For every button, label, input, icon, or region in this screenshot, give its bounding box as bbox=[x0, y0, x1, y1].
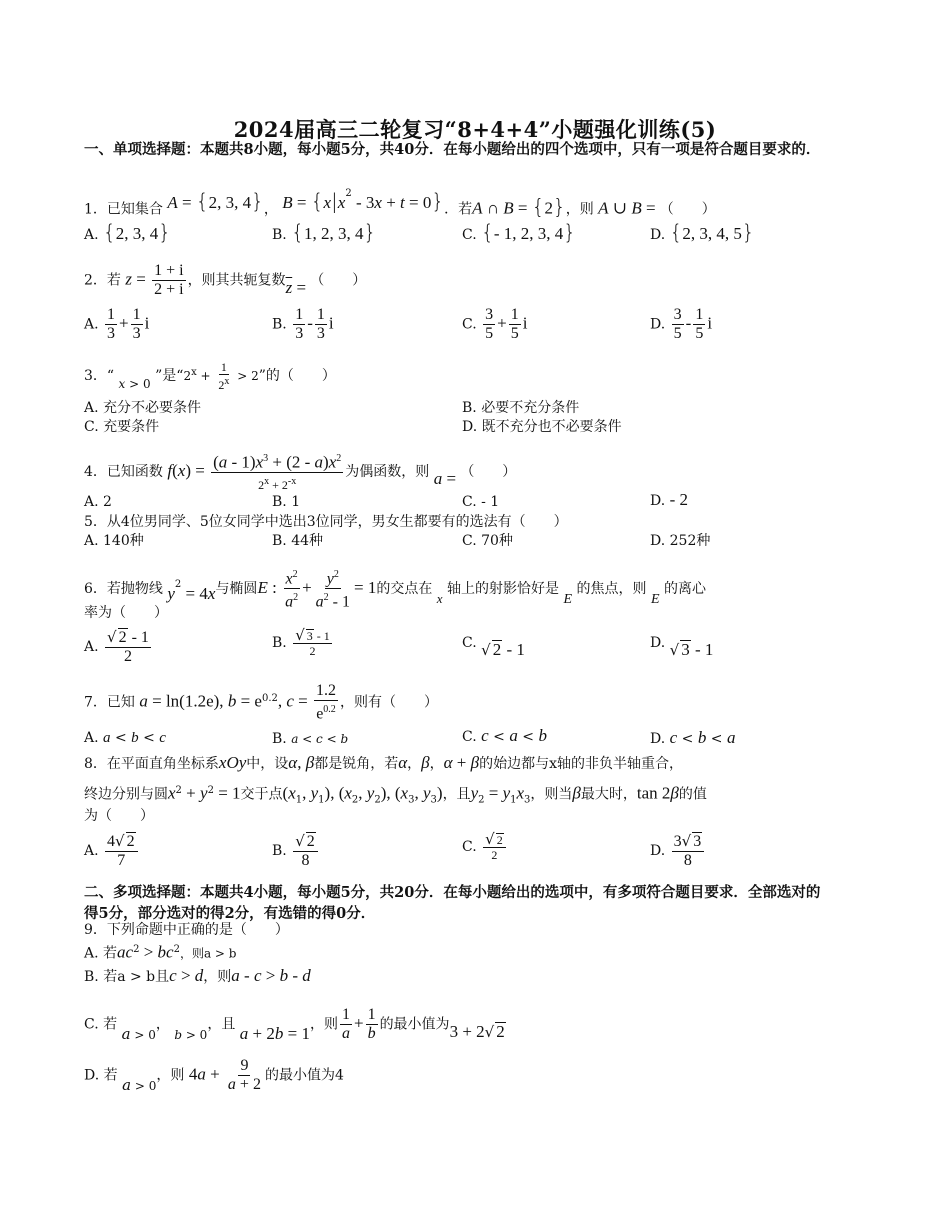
q4-option-c[interactable]: C. - 1 bbox=[462, 494, 500, 510]
q7-option-d[interactable]: D. c < b < a bbox=[650, 728, 736, 747]
q3-option-a[interactable]: A. 充分不必要条件 bbox=[84, 400, 202, 416]
q9-option-d[interactable]: D. 若 a > 0，则 4a + $\frac{9}{a + 2}$ 的最小值为4 bbox=[84, 1057, 344, 1094]
question-8-line-2: 终边分别与圆$x^2 + y^2 = 1$交于点($x_1$, $y_1$), ($x_2$, $y_2$), ($x_3$, $y_3$)，且$y_2 = y_1x_3$，则当β最大时，tan 2β的值 bbox=[84, 783, 707, 806]
q5-option-c[interactable]: C. 70种 bbox=[462, 533, 513, 549]
section-heading-multiple-choice: 二、多项选择题：本题共4小题，每小题5分，共20分．在每小题给出的选项中，有多项符合题目要求．全部选对的得5分，部分选对的得2分，有选错的得0分． bbox=[84, 884, 821, 922]
q9-option-b[interactable]: B. 若a > b且c > d，则a - c > b - d bbox=[84, 966, 311, 985]
q6-option-c[interactable]: C. √ 2 - 1 bbox=[462, 635, 525, 659]
q3-option-b[interactable]: B. 必要不充分条件 bbox=[462, 400, 580, 416]
q6-option-b[interactable]: B. $\frac{√ 3 - 1}{2}$ bbox=[272, 626, 330, 659]
q3-option-d[interactable]: D. 既不充分也不必要条件 bbox=[462, 419, 622, 435]
question-9: 9．下列命题中正确的是（ ） bbox=[84, 922, 289, 938]
q7-option-b[interactable]: B. a < c < b bbox=[272, 731, 349, 747]
question-5: 5．从4位男同学、5位女同学中选出3位同学，男女生都要有的选法有（ ） bbox=[84, 514, 568, 530]
page-title: 2024届高三二轮复习“8+4+4”小题强化训练(5) bbox=[233, 117, 717, 142]
q5-option-b[interactable]: B. 44种 bbox=[272, 533, 324, 549]
q5-option-a[interactable]: A. 140种 bbox=[84, 533, 144, 549]
question-8: 8．在平面直角坐标系xOy中，设α, β都是锐角，若α，β，α + β的始边都与x轴的非负半轴重合， bbox=[84, 753, 684, 772]
q2-option-a[interactable]: A. $\frac{1}{3}$ + $\frac{1}{3}$ i bbox=[84, 306, 150, 342]
q4-option-a[interactable]: A. 2 bbox=[84, 494, 112, 510]
q8-option-a[interactable]: A. $\frac{4√ 2}{7}$ bbox=[84, 832, 140, 870]
q1-option-a[interactable]: A. {2, 3, 4} bbox=[84, 220, 171, 244]
q7-option-c[interactable]: C. c < a < b bbox=[462, 726, 547, 745]
question-4: 4．已知函数 f(x) = $(a - 1)x^3 + (2 - a)x^2$ $2^x + 2^{-x}$ 为偶函数，则 a = （ ） bbox=[84, 450, 516, 494]
question-6: 6．若抛物线 $y^2 = 4x$与椭圆E : $\frac{x^2}{a^2}$ + $\frac{y^2}{a^2 - 1}$ = 1的交点在 x 轴上的射影恰好是 E 的焦点，则 E 的离心 bbox=[84, 566, 706, 612]
question-6-line-2: 率为（ ） bbox=[84, 605, 168, 621]
question-8-line-3: 为（ ） bbox=[84, 808, 154, 824]
q2-option-c[interactable]: C. $\frac{3}{5}$ + $\frac{1}{5}$ i bbox=[462, 306, 528, 342]
q1-option-c[interactable]: C. {- 1, 2, 3, 4} bbox=[462, 220, 577, 244]
q3-option-c[interactable]: C. 充要条件 bbox=[84, 419, 160, 435]
q2-option-d[interactable]: D. $\frac{3}{5}$ - $\frac{1}{5}$ i bbox=[650, 306, 713, 342]
section-heading-single-choice: 一、单项选择题：本题共8小题，每小题5分，共40分．在每小题给出的四个选项中，只有一项是符合题目要求的． bbox=[84, 141, 821, 158]
question-2: 2．若 z = $\frac{1 + i}{2 + i}$ ，则其共轭复数$\overline{z}$ = （ ） bbox=[84, 262, 367, 298]
question-1: 1．已知集合 A = {2, 3, 4}， $B = \{x|x^2 - 3x + t = 0\}$．若A ∩ B = {2}，则 A ∪ B = （ ） bbox=[84, 188, 716, 219]
q2-option-b[interactable]: B. $\frac{1}{3}$ - $\frac{1}{3}$ i bbox=[272, 306, 334, 342]
q8-option-c[interactable]: C. $\frac{√ 2}{2}$ bbox=[462, 832, 508, 862]
q6-option-a[interactable]: A. $\frac{√ 2 - 1}{2}$ bbox=[84, 628, 149, 665]
q4-option-b[interactable]: B. 1 bbox=[272, 494, 301, 510]
q9-option-c[interactable]: C. 若 a > 0， b > 0，且 a + 2b = 1，则 $\frac{1}{a}$ + $\frac{1}{b}$ 的最小值为3 + 2√ 2 bbox=[84, 1006, 505, 1043]
q6-option-d[interactable]: D. √ 3 - 1 bbox=[650, 635, 714, 659]
question-7: 7．已知 a = ln(1.2e), $b = e^{0.2}$, c = $\frac{1.2}{e^{0.2}}$ ，则有（ ） bbox=[84, 682, 438, 723]
q1-option-b[interactable]: B. {1, 2, 3, 4} bbox=[272, 220, 377, 244]
q8-option-b[interactable]: B. $\frac{√ 2}{8}$ bbox=[272, 832, 320, 870]
q1-option-d[interactable]: D. {2, 3, 4, 5} bbox=[650, 220, 755, 244]
question-3: 3．“ x > 0 ”是“$2^x$ + $\frac{1}{2^x}$ > 2”的（ ） bbox=[84, 360, 336, 392]
q4-option-d[interactable]: D. - 2 bbox=[650, 490, 689, 509]
q5-option-d[interactable]: D. 252种 bbox=[650, 533, 711, 549]
q7-option-a[interactable]: A. a < b < c bbox=[84, 730, 166, 746]
q8-option-d[interactable]: D. $\frac{3√ 3}{8}$ bbox=[650, 832, 706, 870]
q9-option-a[interactable]: A. 若$ac^2 > bc^2$，则a > b bbox=[84, 942, 237, 962]
